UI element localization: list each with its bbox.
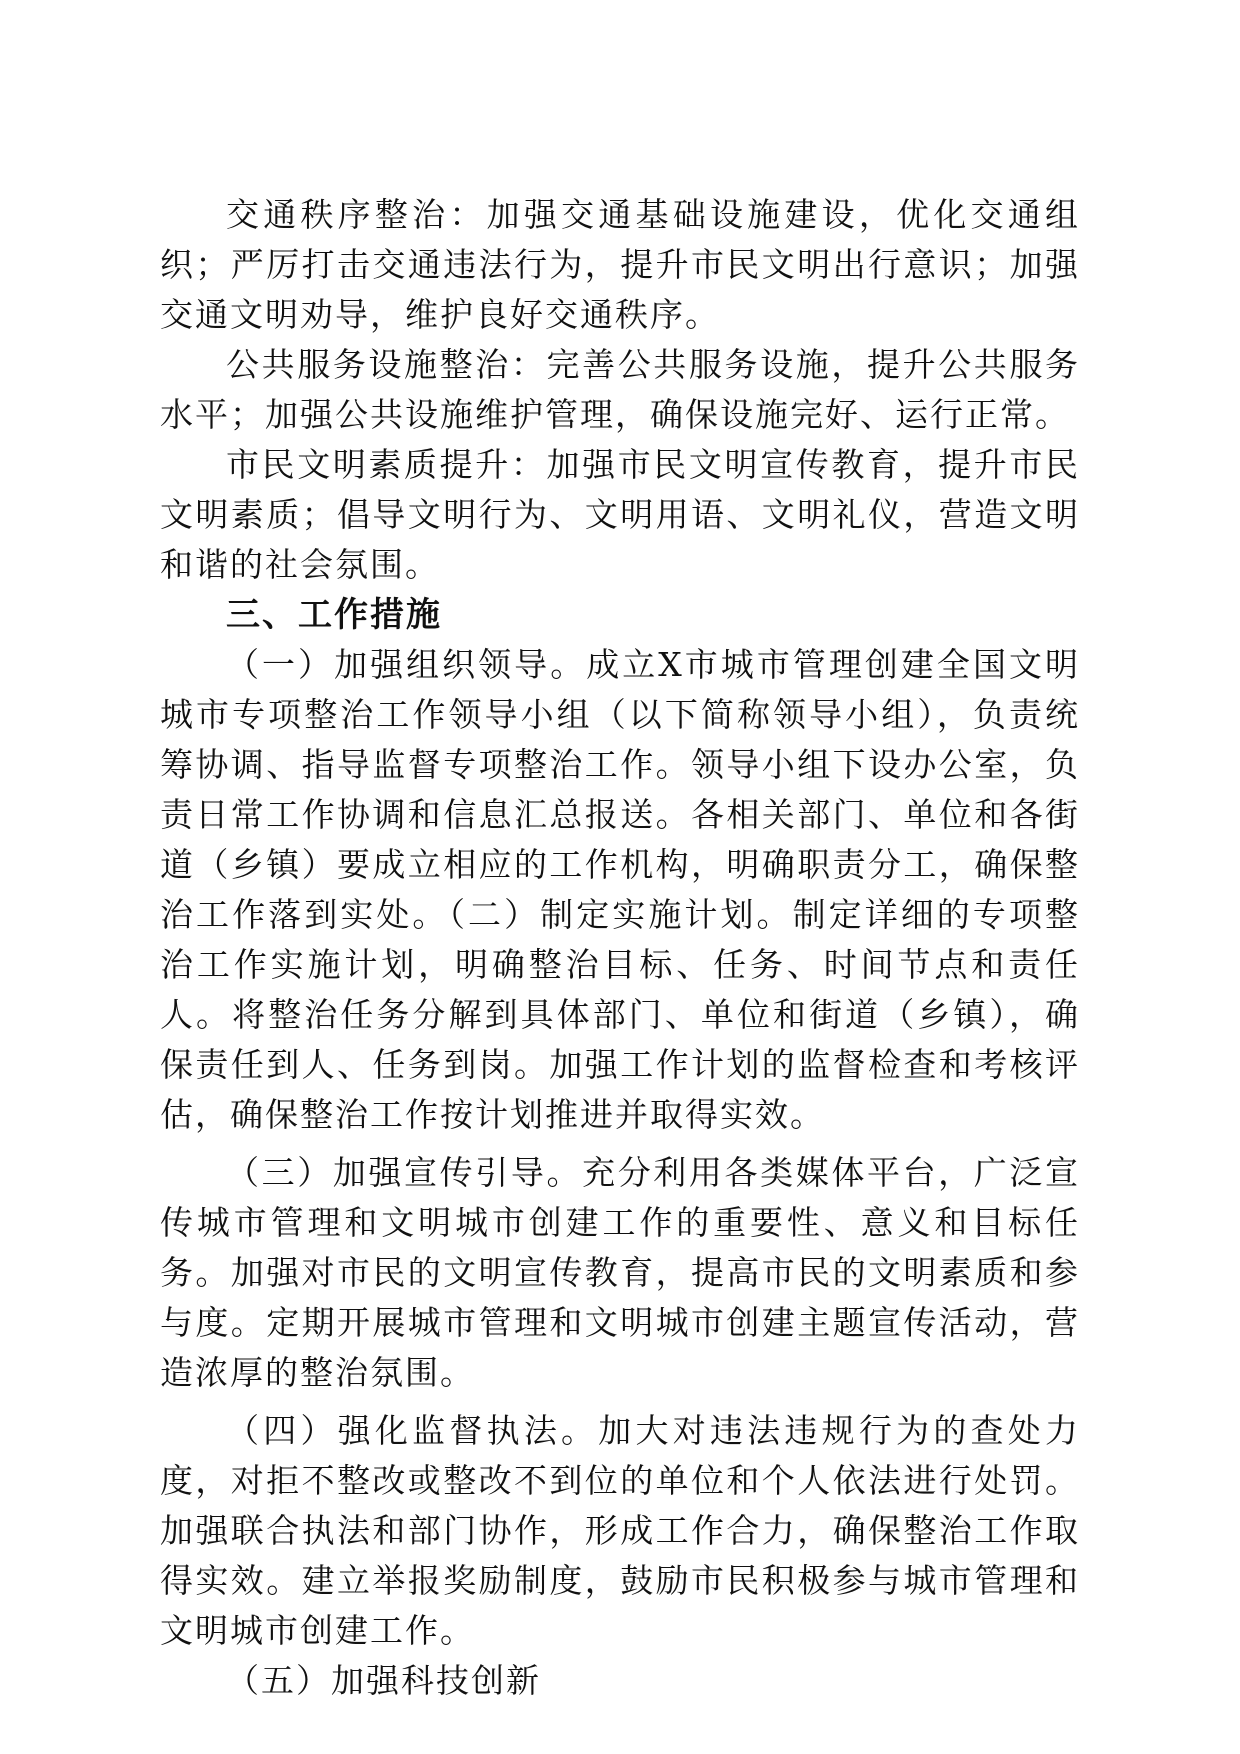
section-heading-work-measures: 三、工作措施: [226, 595, 442, 635]
paragraph-traffic-order: 交通秩序整治：加强交通基础设施建设，优化交通组织；严厉打击交通违法行为，提升市民文明出行意识；加强交通文明劝导，维护良好交通秩序。: [160, 195, 1080, 334]
paragraph-measure-1-2: （一）加强组织领导。成立X市城市管理创建全国文明城市专项整治工作领导小组（以下简称领导小组），负责统筹协调、指导监督专项整治工作。领导小组下设办公室，负责日常工作协调和信息汇总报送。各相关部门、单位和各街道（乡镇）要成立相应的工作机构，明确职责分工，确保整治工作落到实处。（二）制定实施计划。制定详细的专项整治工作实施计划，明确整治目标、任务、时间节点和责任人。将整治任务分解到具体部门、单位和街道（乡镇），确保责任到人、任务到岗。加强工作计划的监督检查和考核评估，确保整治工作按计划推进并取得实效。: [160, 645, 1080, 1134]
paragraph-public-facilities: 公共服务设施整治：完善公共服务设施，提升公共服务水平；加强公共设施维护管理，确保设施完好、运行正常。: [160, 345, 1080, 434]
paragraph-civic-quality: 市民文明素质提升：加强市民文明宣传教育，提升市民文明素质；倡导文明行为、文明用语、文明礼仪，营造文明和谐的社会氛围。: [160, 445, 1080, 584]
document-page: [160, 190, 1080, 1706]
paragraph-measure-3: （三）加强宣传引导。充分利用各类媒体平台，广泛宣传城市管理和文明城市创建工作的重要性、意义和目标任务。加强对市民的文明宣传教育，提高市民的文明素质和参与度。定期开展城市管理和文明城市创建主题宣传活动，营造浓厚的整治氛围。: [160, 1153, 1080, 1392]
paragraph-measure-4: （四）强化监督执法。加大对违法违规行为的查处力度，对拒不整改或整改不到位的单位和个人依法进行处罚。加强联合执法和部门协作，形成工作合力，确保整治工作取得实效。建立举报奖励制度，鼓励市民积极参与城市管理和文明城市创建工作。: [160, 1411, 1080, 1650]
paragraph-measure-5: （五）加强科技创新: [226, 1661, 541, 1700]
